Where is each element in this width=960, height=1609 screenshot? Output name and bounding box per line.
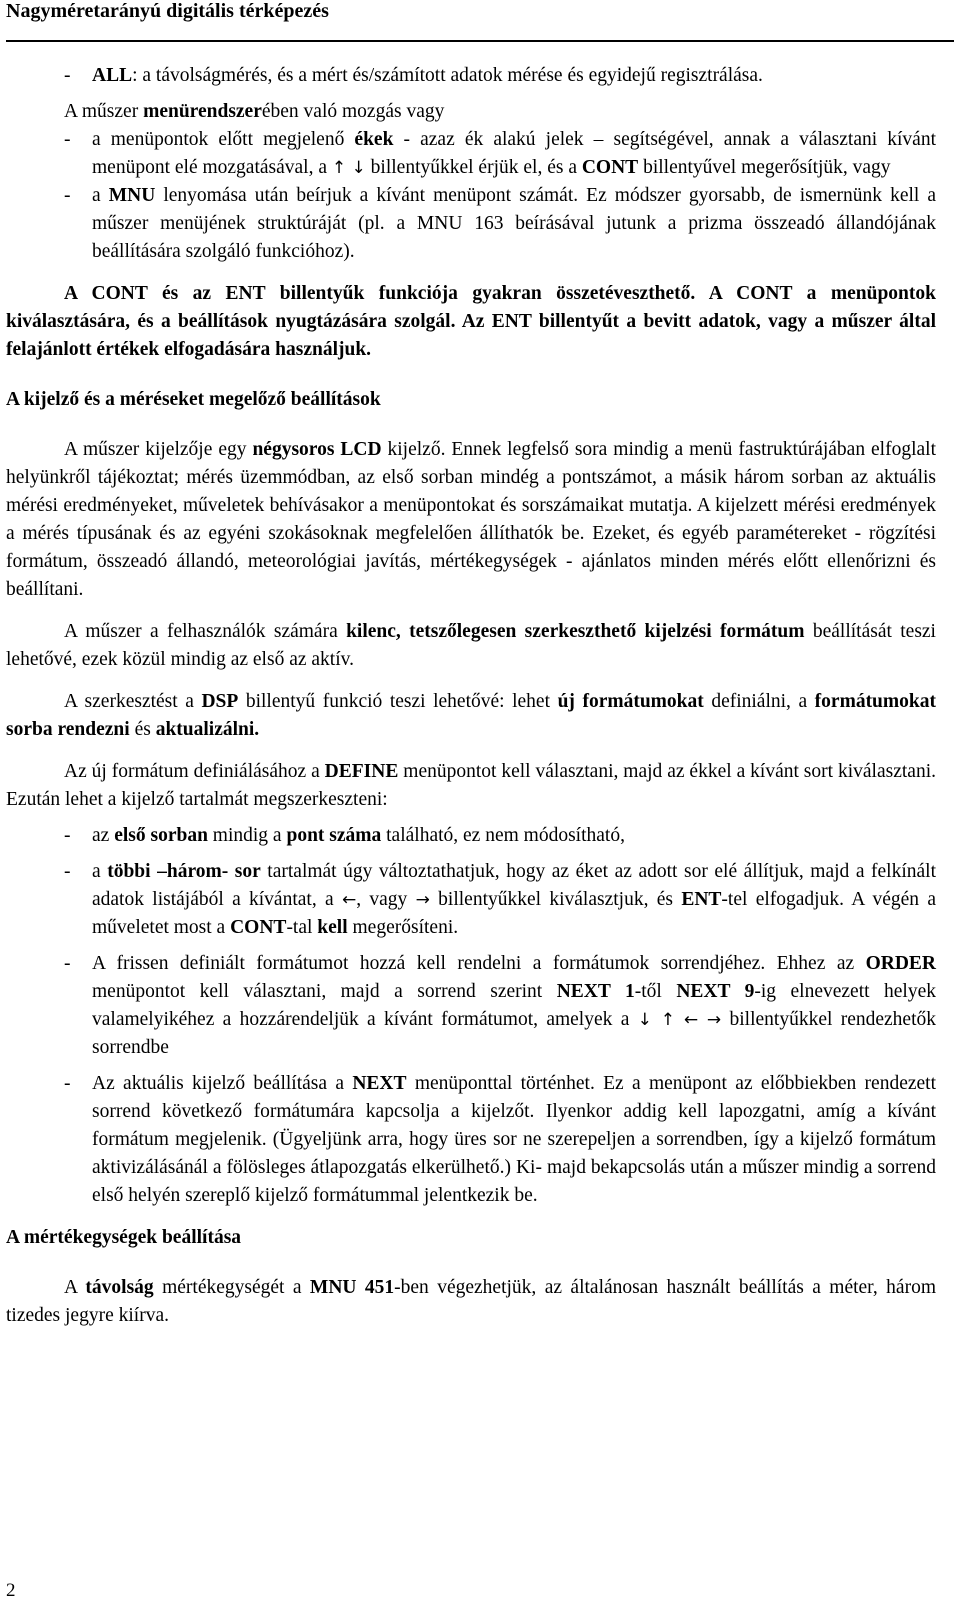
dsp-paragraph: A szerkesztést a DSP billentyű funkció teszi lehetővé: lehet új formátumokat definiálni, a formátumokat sorba rendezni és aktualizálni. [6, 691, 936, 740]
page-header [6, 0, 954, 42]
bullet-dash: - [64, 953, 71, 974]
units-paragraph: A távolság mértékegységét a MNU 451-ben végezhetjük, az általánosan használt beállítás a méter, három tizedes jegyre kiírva. [6, 1277, 936, 1326]
right-arrow-icon: → [415, 890, 430, 910]
bullet-dash: - [64, 861, 71, 882]
document-title: Nagyméretarányú digitális térképezés [6, 0, 329, 22]
up-down-arrows-icon: ↑ ↓ [331, 158, 366, 178]
page-content [6, 62, 936, 1330]
menu-intro-paragraph: A műszer menürendszerében való mozgás vagy [64, 101, 445, 122]
bullet-dash: - [64, 1073, 71, 1094]
section-heading-display: A kijelző és a méréseket megelőző beállítások [6, 389, 381, 410]
list-item-ekek: - a menüpontok előtt megjelenő ékek - azaz ék alakú jelek – segítségével, annak a választani kívánt menüpont elé mozgatásával, a ↑ ↓ billentyűkkel érjük el, és a CONT billentyűvel megerősítjük, vagy [6, 126, 936, 182]
bullet-dash: - [64, 129, 71, 150]
section-heading-units: A mértékegységek beállítása [6, 1227, 242, 1248]
display-paragraph: A műszer kijelzője egy négysoros LCD kijelző. Ennek legfelső sora mindig a menü fastruktúrájában elfoglalt helyünkről tájékoztat; mérés üzemmódban, az első sorban mindég a pontszámot, a másik három sorban az aktuális mérési eredményeket, műveletek behívásakor a menüpontokat és sorszámaikat mutatja. A kijelzett mérési eredmények a mérés típusának és az egyéni szokásoknak megfelelően állíthatók be. Ezeket, és egyéb paramétereket - rögzítési formátum, összeadó állandó, meteorológiai javítás, mértékegységek - ajánlatos minden mérés előtt ellenőrizni és beállítani. [6, 439, 937, 600]
list-item-order: - A frissen definiált formátumot hozzá kell rendelni a formátumok sorrendjéhez. Ehhez az ORDER menüpontot kell választani, majd a sorrend szerint NEXT 1-től NEXT 9-ig elnevezett helyek valamelyikéhez a hozzárendeljük a kívánt formátumot, amelyek a ↓ ↑ ← → billentyűkkel rendezhetők sorrendbe [6, 950, 936, 1062]
list-item-next: - Az aktuális kijelző beállítása a NEXT menüponttal történhet. Ez a menüpont az előbbiekben rendezett sorrend következő formátumára kapcsolja a kijelzőt. Ilyenkor addig kell lapozgatni, amíg a kívánt formátum megjelenik. (Ügyeljünk arra, hogy üres sor ne szerepeljen a sorrendben, így a kijelző formátum aktivizálásánál a fölösleges átlapozgatás elkerülhető.) Ki- majd bekapcsolás után a műszer mindig a sorrend első helyén szereplő kijelző formátummal jelentkezik be. [6, 1070, 936, 1210]
bullet-dash: - [64, 185, 71, 206]
left-arrow-icon: ← [341, 890, 357, 910]
list-item-text: : a távolságmérés, és a mért és/számított adatok mérése és egyidejű regisztrálása. [132, 65, 763, 86]
bullet-dash: - [64, 825, 71, 846]
list-item-all [6, 62, 936, 90]
define-paragraph: Az új formátum definiálásához a DEFINE menüpontot kell választani, majd az ékkel a kívánt sort kiválasztani. Ezután lehet a kijelző tartalmát megszerkeszteni: [6, 761, 936, 810]
term-all: ALL [92, 65, 133, 86]
format-paragraph: A műszer a felhasználók számára kilenc, tetszőlegesen szerkeszthető kijelzési formátum beállítását teszi lehetővé, ezek közül mindig az első az aktív. [6, 621, 936, 670]
list-item-other-rows: - a többi –három- sor tartalmát úgy változtathatjuk, hogy az éket az adott sor elé állítjuk, majd a felkínált adatok listájából a kívántat, a ←, vagy → billentyűkkel kiválasztjuk, és ENT-tel elfogadjuk. A végén a műveletet most a CONT-tal kell megerősíteni. [6, 858, 936, 942]
page-number: 2 [6, 1580, 16, 1601]
list-item-first-row: - az első sorban mindig a pont száma található, ez nem módosítható, [6, 822, 936, 850]
cont-ent-note: A CONT és az ENT billentyűk funkciója gyakran összetéveszthető. A CONT a menüpontok kiválasztására, és a beállítások nyugtázására szolgál. Az ENT billentyűt a bevitt adatok, vagy a műszer által felajánlott értékek elfogadására használjuk. [6, 283, 936, 360]
list-item-mnu: - a MNU lenyomása után beírjuk a kívánt menüpont számát. Ez módszer gyorsabb, de ismernünk kell a műszer menüjének struktúráját (pl. a MNU 163 beírásával jutunk a prizma összeadó állandójának beállítására szolgáló funkcióhoz). [6, 182, 936, 266]
bullet-dash: - [64, 65, 71, 86]
arrow-keys-icon: ↓ ↑ ← → [637, 1010, 722, 1030]
